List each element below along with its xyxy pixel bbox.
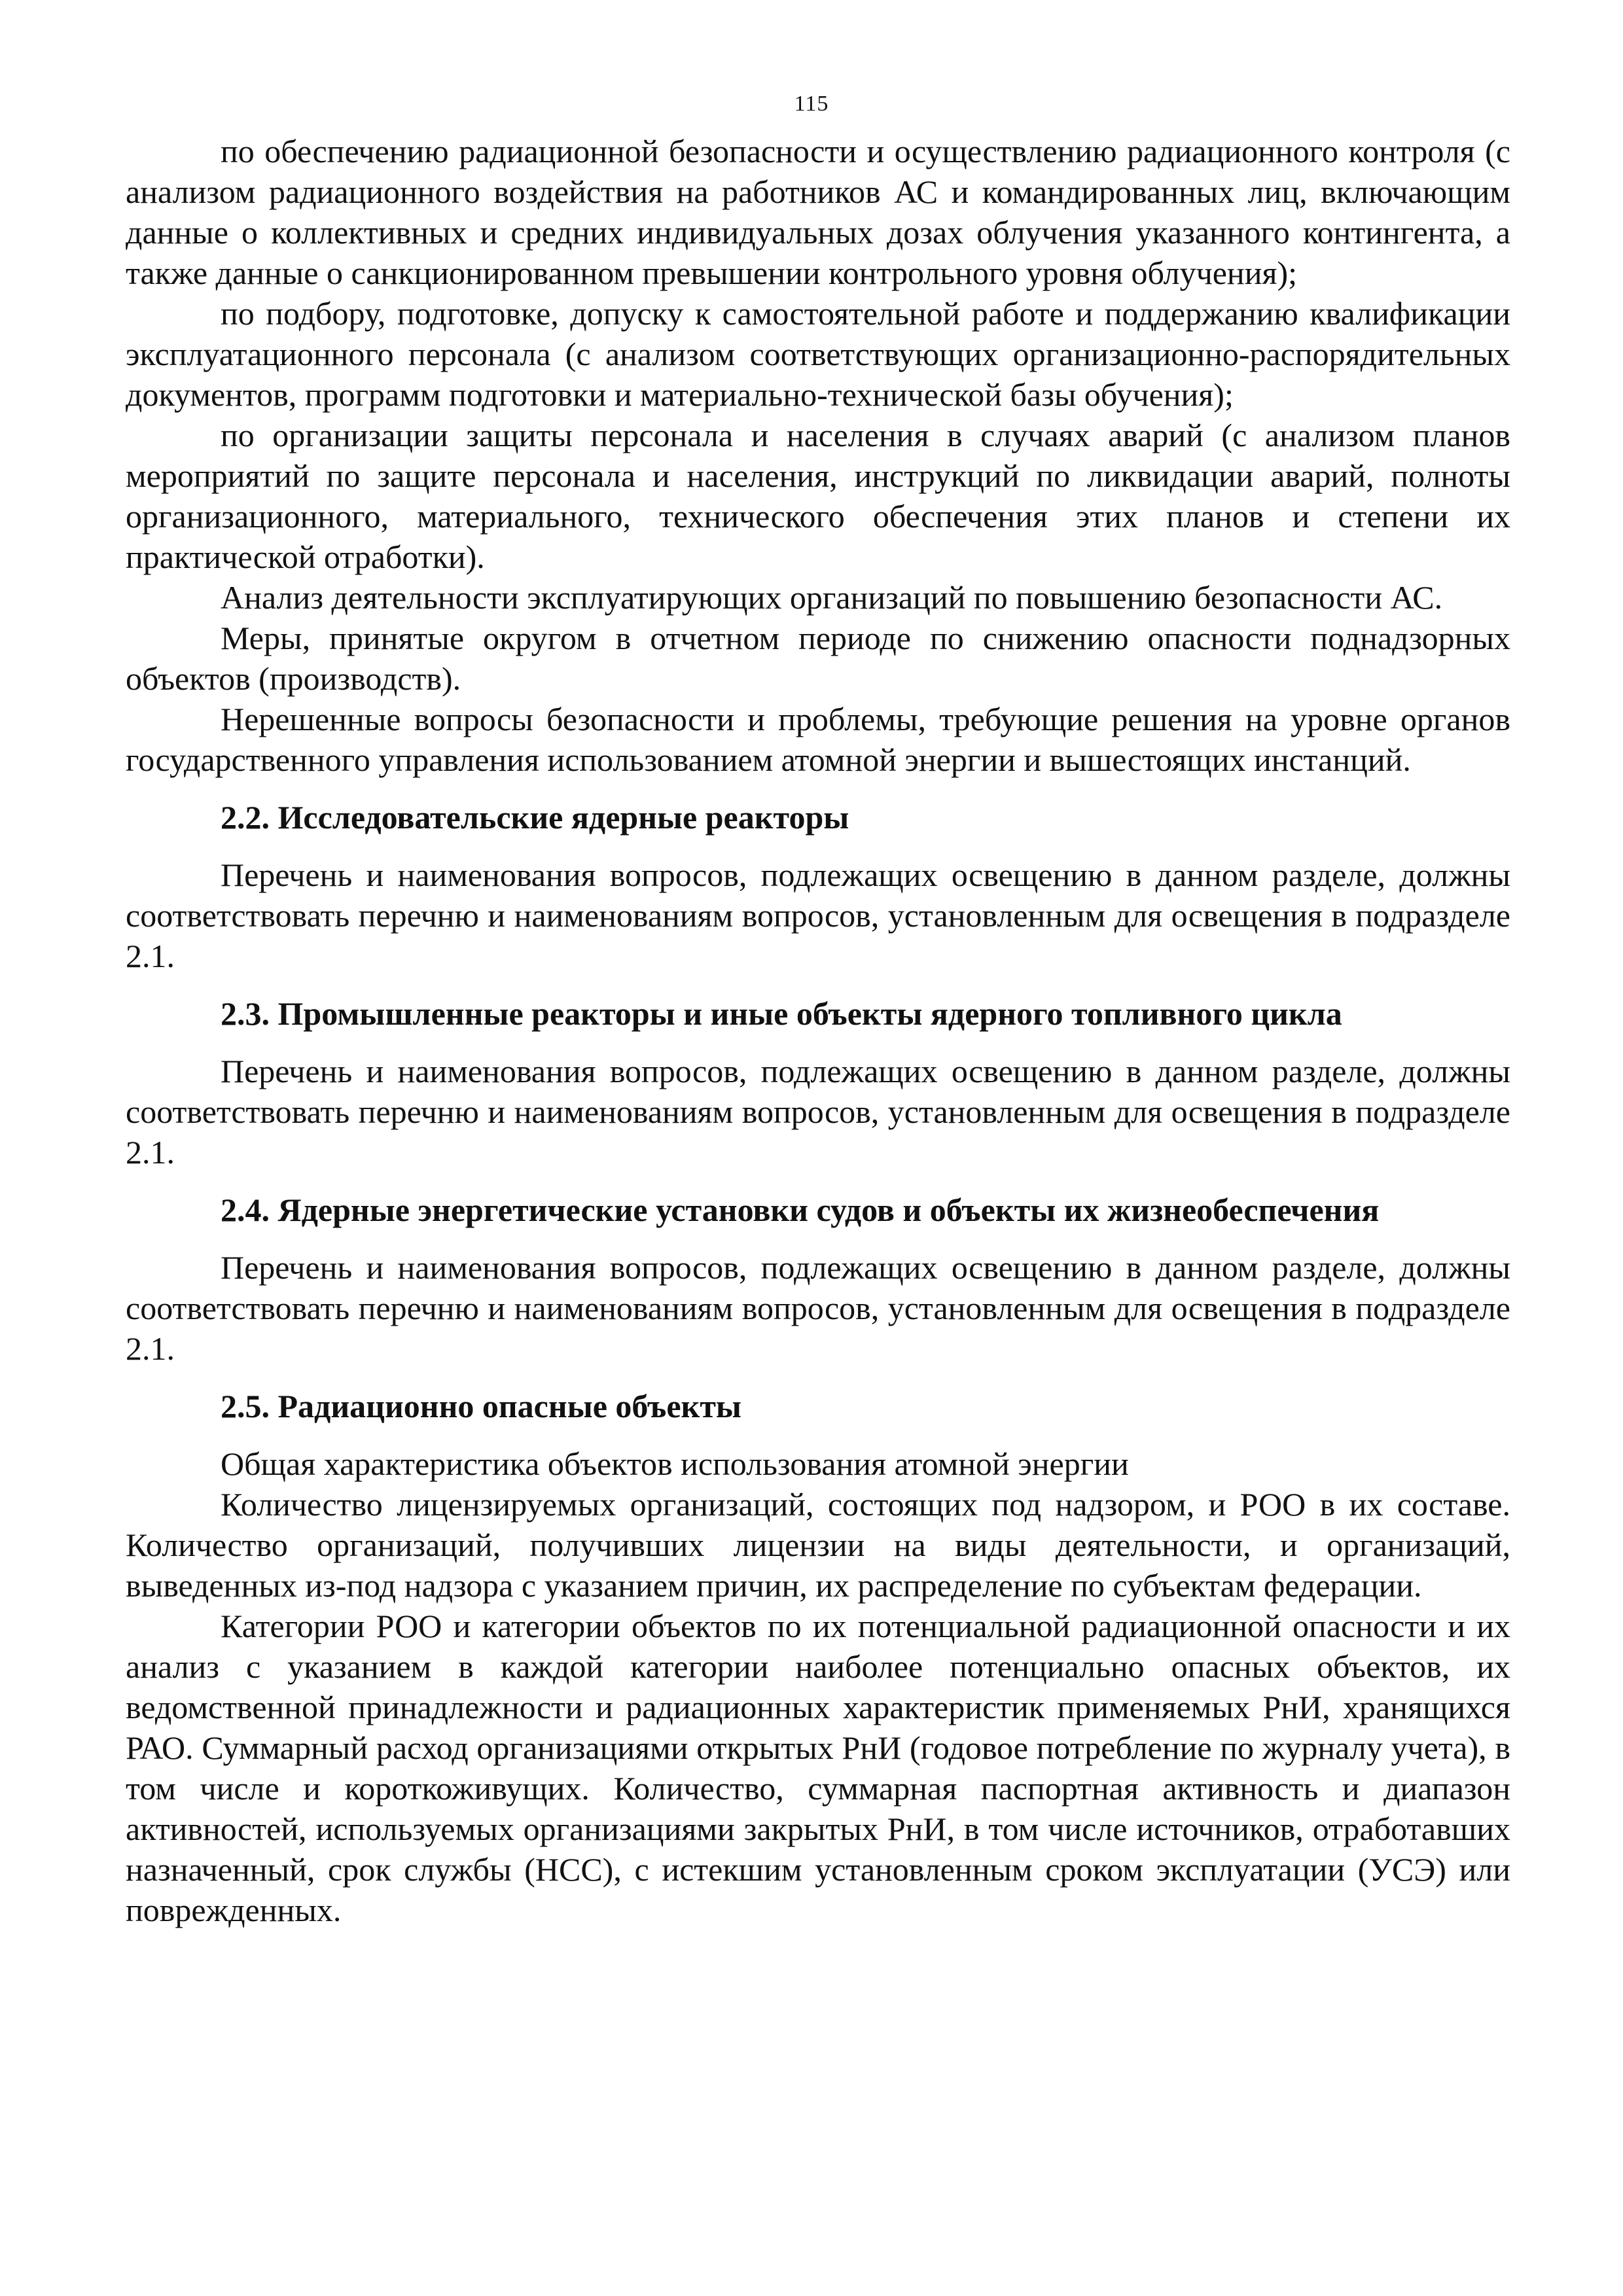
page-content (126, 131, 1510, 1930)
section-2-2-paragraph: Перечень и наименования вопросов, подлежащих освещению в данном разделе, должны соответствовать перечню и наименованиям вопросов, установленным для освещения в подразделе 2.1. (126, 857, 1510, 974)
section-2-3-paragraph: Перечень и наименования вопросов, подлежащих освещению в данном разделе, должны соответствовать перечню и наименованиям вопросов, установленным для освещения в подразделе 2.1. (126, 1053, 1510, 1171)
section-heading-2-2: 2.2. Исследовательские ядерные реакторы (221, 799, 849, 836)
section-2-5-categories: Категории РОО и категории объектов по их потенциальной радиационной опасности и их анализ с указанием в каждой категории наиболее потенциально опасных объектов, их ведомственной принадлежности и радиационных характеристик применяемых РнИ, хранящихся РАО. Суммарный расход организациями открытых РнИ (годовое потребление по журналу учета), в том числе и короткоживущих. Количество, суммарная паспортная активность и диапазон активностей, используемых организациями закрытых РнИ, в том числе источников, отработавших назначенный, срок службы (НСС), с истекшим установленным сроком эксплуатации (УСЭ) или поврежденных. (126, 1608, 1510, 1928)
page-number: 115 (794, 92, 829, 116)
section-heading-2-5: 2.5. Радиационно опасные объекты (221, 1388, 741, 1424)
section-heading-2-4: 2.4. Ядерные энергетические установки судов и объекты их жизнеобеспечения (221, 1192, 1380, 1228)
paragraph-emergency-protection: по организации защиты персонала и населения в случаях аварий (с анализом планов мероприятий по защите персонала и населения, инструкций по ликвидации аварий, полноты организационного, материального, технического обеспечения этих планов и степени их практической отработки). (126, 417, 1510, 575)
section-2-4-paragraph: Перечень и наименования вопросов, подлежащих освещению в данном разделе, должны соответствовать перечню и наименованиям вопросов, установленным для освещения в подразделе 2.1. (126, 1249, 1510, 1367)
paragraph-measures: Меры, принятые округом в отчетном периоде по снижению опасности поднадзорных объектов (производств). (126, 620, 1510, 697)
section-heading-2-3: 2.3. Промышленные реакторы и иные объекты ядерного топливного цикла (221, 995, 1342, 1032)
paragraph-radiation-safety: по обеспечению радиационной безопасности и осуществлению радиационного контроля (с анализом радиационного воздействия на работников АС и командированных лиц, включающим данные о коллективных и средних индивидуальных дозах облучения указанного контингента, а также данные о санкционированном превышении контрольного уровня облучения); (126, 133, 1510, 291)
section-2-5-licensed-orgs: Количество лицензируемых организаций, состоящих под надзором, и РОО в их составе. Количество организаций, получивших лицензии на виды деятельности, и организаций, выведенных из-под надзора с указанием причин, их распределение по субъектам федерации. (126, 1486, 1510, 1604)
paragraph-safety-analysis: Анализ деятельности эксплуатирующих организаций по повышению безопасности АС. (221, 579, 1443, 616)
paragraph-personnel-training: по подбору, подготовке, допуску к самостоятельной работе и поддержанию квалификации эксплуатационного персонала (с анализом соответствующих организационно-распорядительных документов, программ подготовки и материально-технической базы обучения); (126, 295, 1510, 413)
paragraph-unresolved-issues: Нерешенные вопросы безопасности и проблемы, требующие решения на уровне органов государственного управления использованием атомной энергии и вышестоящих инстанций. (126, 701, 1510, 778)
section-2-5-subheading: Общая характеристика объектов использования атомной энергии (221, 1445, 1129, 1482)
